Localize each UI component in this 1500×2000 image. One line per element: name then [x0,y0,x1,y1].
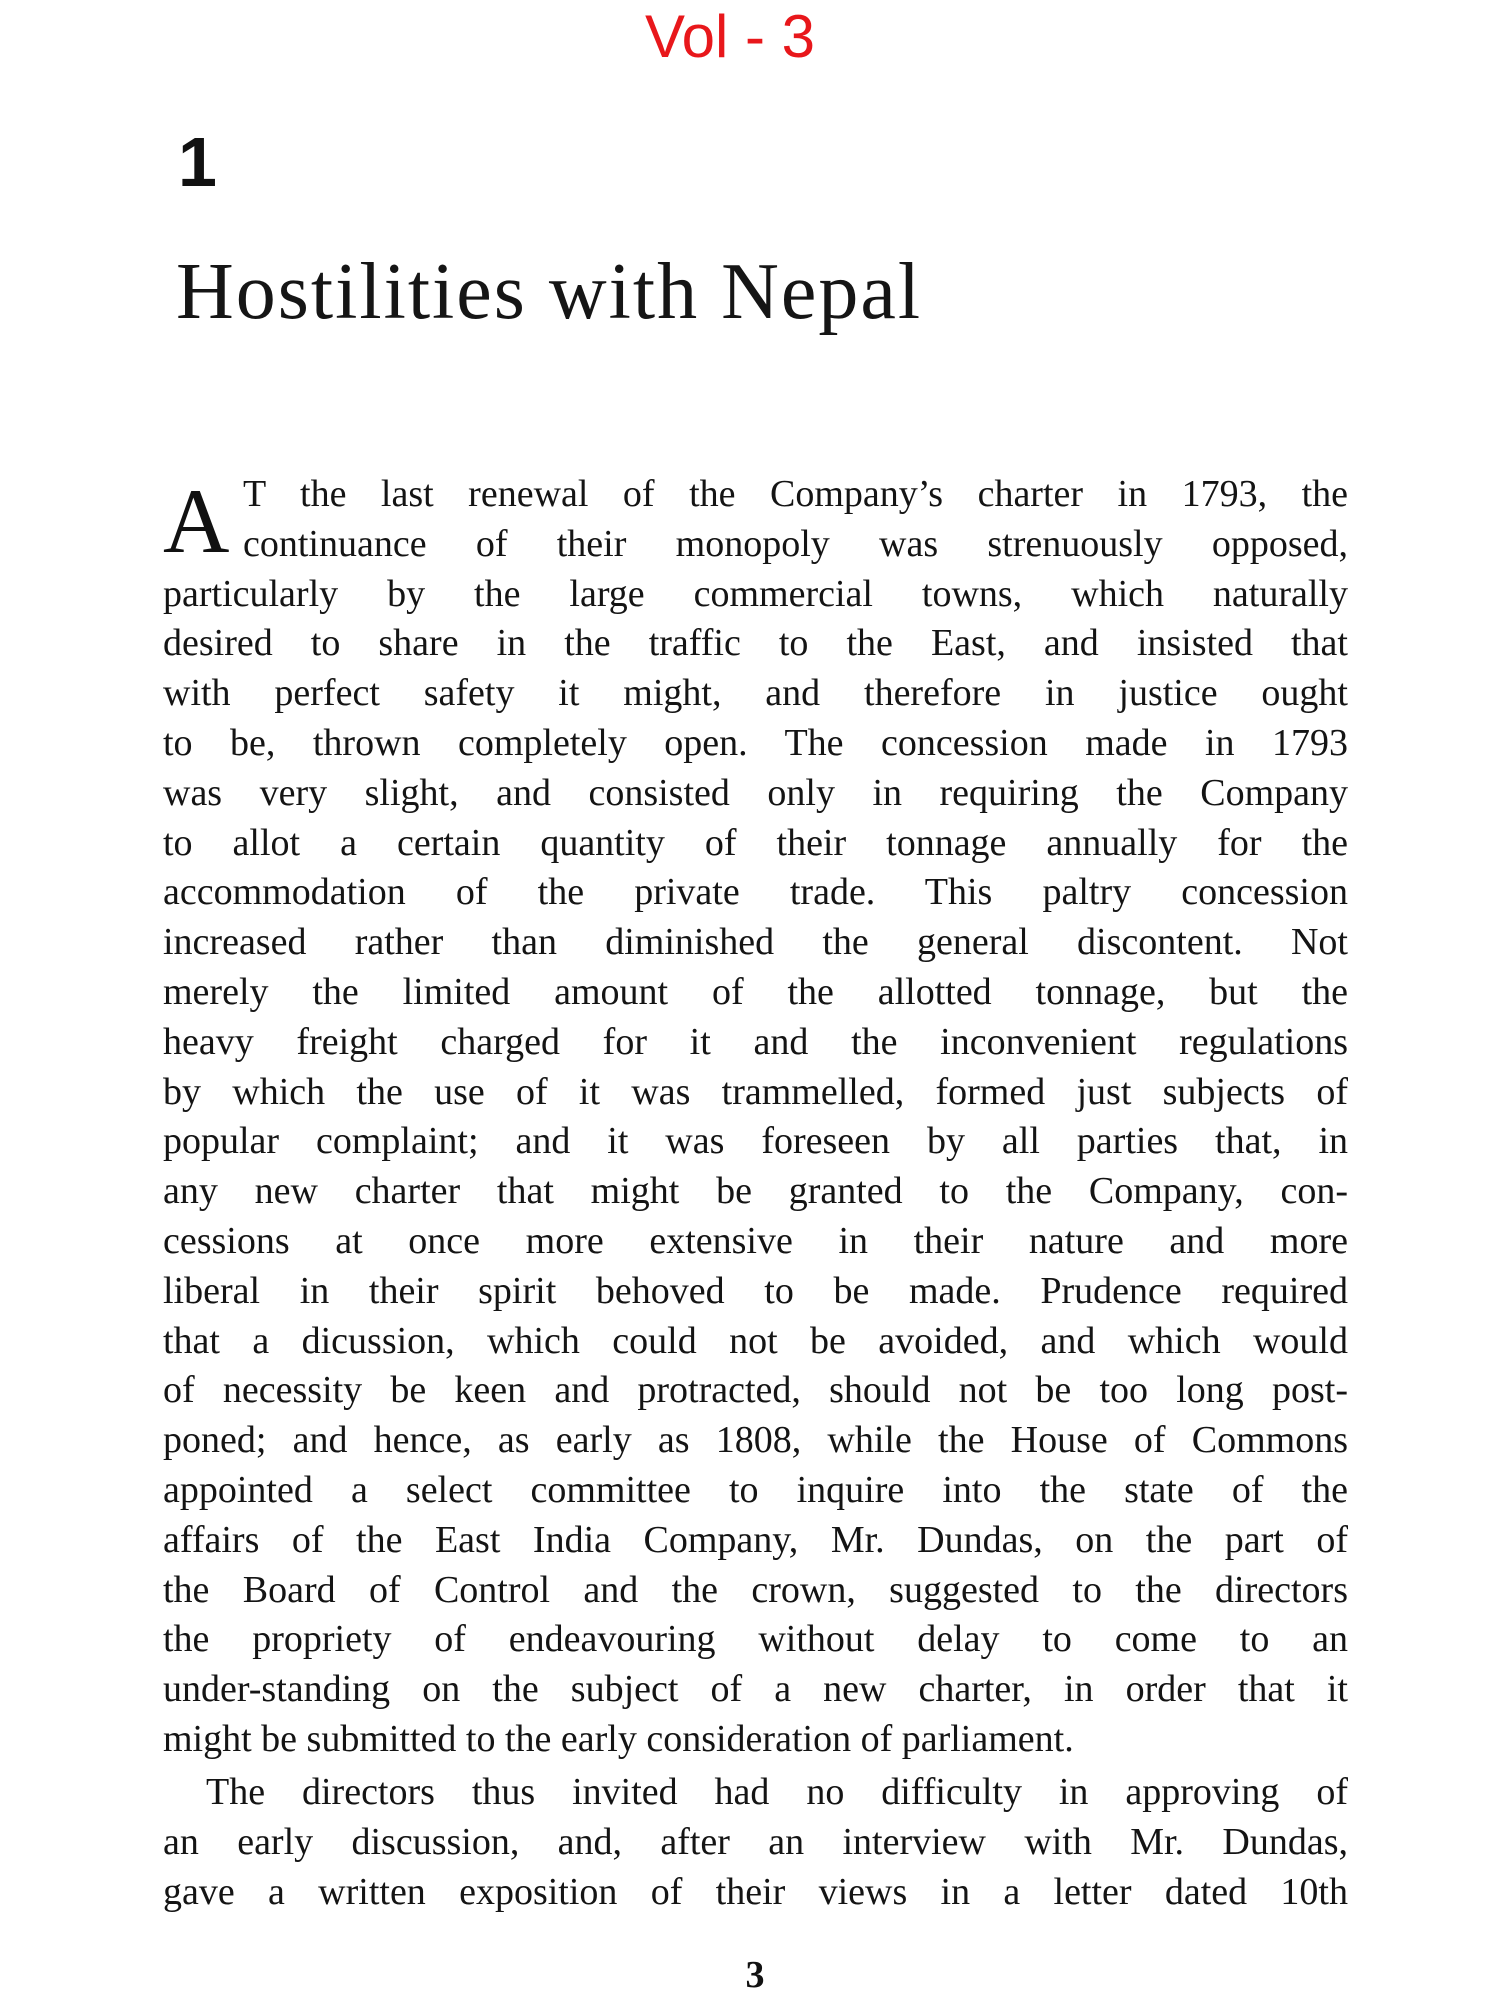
text-line: merely the limited amount of the allotted tonnage, but the [163,970,1348,1013]
text-line: an early discussion, and, after an interview with Mr. Dundas, [163,1820,1348,1863]
text-line: was very slight, and consisted only in requiring the Company [163,771,1348,814]
text-line: that a dicussion, which could not be avoided, and which would [163,1319,1348,1362]
paragraph-1 [163,470,1348,1765]
text-line: popular complaint; and it was foreseen by all parties that, in [163,1120,1348,1163]
text-line: the Board of Control and the crown, suggested to the directors [163,1568,1348,1611]
chapter-title: Hostilities with Nepal [176,248,923,336]
text-line: with perfect safety it might, and therefore in justice ought [163,672,1348,715]
text-line: desired to share in the traffic to the East, and insisted that [163,622,1348,665]
text-line: under-standing on the subject of a new charter, in order that it [163,1668,1348,1711]
text-line: cessions at once more extensive in their nature and more [163,1219,1348,1262]
text-line: continuance of their monopoly was strenuously opposed, [243,522,1348,565]
text-line: particularly by the large commercial towns, which naturally [163,572,1348,615]
text-line: T the last renewal of the Company’s charter in 1793, the [243,473,1348,515]
chapter-number: 1 [178,123,217,201]
text-line: of necessity be keen and protracted, should not be too long post- [163,1369,1348,1412]
text-line: to be, thrown completely open. The concession made in 1793 [163,721,1348,764]
text-line: increased rather than diminished the general discontent. Not [163,921,1348,964]
text-line: any new charter that might be granted to the Company, con- [163,1170,1348,1213]
text-line: gave a written exposition of their views in a letter dated 10th [163,1870,1348,1913]
text-line: poned; and hence, as early as 1808, while the House of Commons [163,1419,1348,1462]
drop-cap: A [163,470,230,572]
text-line: to allot a certain quantity of their tonnage annually for the [163,821,1348,864]
text-line: liberal in their spirit behoved to be made. Prudence required [163,1269,1348,1312]
text-line: the propriety of endeavouring without delay to come to an [163,1618,1348,1661]
text-line: by which the use of it was trammelled, formed just subjects of [163,1070,1348,1113]
text-line: The directors thus invited had no difficulty in approving of [206,1771,1348,1813]
text-line: accommodation of the private trade. This paltry concession [163,871,1348,914]
volume-label: Vol - 3 [644,3,816,70]
text-line: appointed a select committee to inquire into the state of the [163,1468,1348,1511]
text-line: affairs of the East India Company, Mr. Dundas, on the part of [163,1518,1348,1561]
paragraph-2 [163,1768,1348,1917]
page-number: 3 [745,1954,765,1996]
text-line: heavy freight charged for it and the inconvenient regulations [163,1020,1348,1063]
text-line: might be submitted to the early consideration of parliament. [163,1717,1074,1760]
